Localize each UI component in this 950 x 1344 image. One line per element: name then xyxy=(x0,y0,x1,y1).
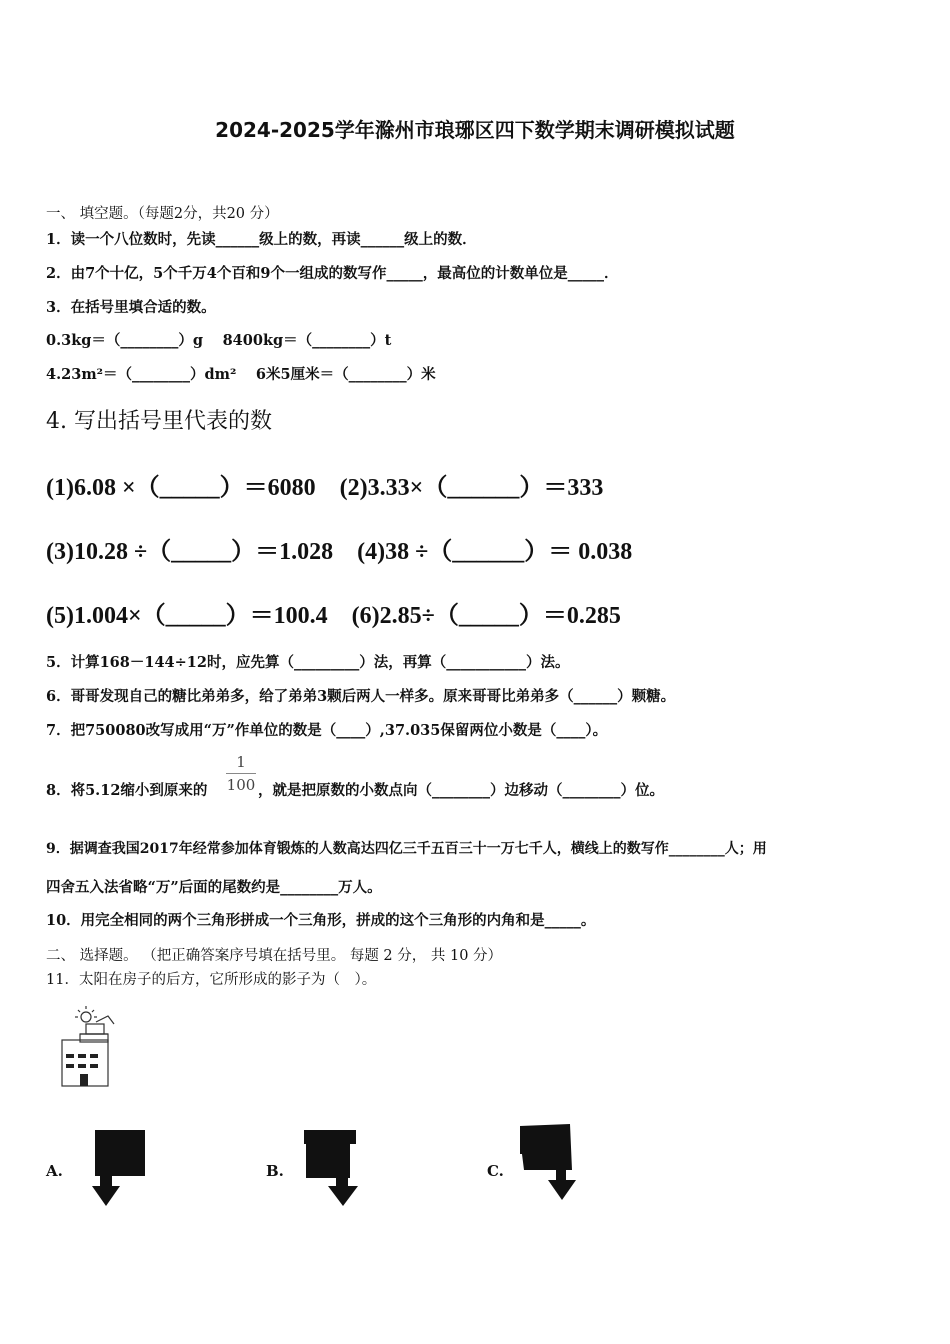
section-1-heading: 一、 填空题。（每题2分，共20 分） xyxy=(46,206,279,222)
option-c-label: C. xyxy=(487,1162,504,1180)
question-5: 5．计算168－144÷12时，应先算（_________）法，再算（___________）法。 xyxy=(46,654,570,671)
option-c-shadow-arrow-icon xyxy=(518,1124,576,1202)
question-3-line-2: 4.23m²＝（________）dm² 6米5厘米＝（________）米 xyxy=(46,366,436,383)
fraction-denominator: 100 xyxy=(226,776,256,794)
fraction-one-hundredth xyxy=(224,752,258,795)
question-3: 3．在括号里填合适的数。 xyxy=(46,299,216,316)
question-10: 10．用完全相同的两个三角形拼成一个三角形，拼成的这个三角形的内角和是_____。 xyxy=(46,912,596,929)
question-2: 2．由7个十亿，5个千万4个百和9个一组成的数写作_____，最高位的计数单位是_____． xyxy=(46,265,619,282)
page-title: 2024-2025学年滁州市琅琊区四下数学期末调研模拟试题 xyxy=(215,118,735,142)
fraction-bar xyxy=(226,773,256,774)
option-b-label: B. xyxy=(266,1162,284,1180)
option-a-label: A. xyxy=(46,1162,63,1180)
question-1: 1．读一个八位数时，先读______级上的数，再读______级上的数． xyxy=(46,231,477,248)
question-4-row-2: (3)10.28 ÷（_____）＝1.028 (4)38 ÷（______）＝ 0.038 xyxy=(46,539,633,565)
question-8-end: ，就是把原数的小数点向（________）边移动（________）位。 xyxy=(258,782,664,799)
option-b-shadow-arrow-icon xyxy=(302,1130,360,1208)
question-3-line-1: 0.3kg＝（________）g 8400kg＝（________）t xyxy=(46,332,392,349)
section-2-heading: 二、 选择题。 （把正确答案序号填在括号里。 每题 2 分， 共 10 分） xyxy=(46,948,503,964)
fraction-numerator: 1 xyxy=(236,753,246,771)
question-4-row-1: (1)6.08 ×（_____）＝6080 (2)3.33×（______）＝333 xyxy=(46,475,604,501)
question-6: 6．哥哥发现自己的糖比弟弟多，给了弟弟3颗后两人一样多。原来哥哥比弟弟多（______）颗糖。 xyxy=(46,688,676,705)
house-with-sun-illustration xyxy=(56,1004,118,1090)
question-9-line-1: 9．据调查我国2017年经常参加体育锻炼的人数高达四亿三千五百三十一万七千人，横线上的数写作________人；用 xyxy=(46,841,767,857)
question-7: 7．把750080改写成用“万”作单位的数是（____）,37.035保留两位小数是（____）。 xyxy=(46,722,608,739)
question-8-start: 8．将5.12缩小到原来的 xyxy=(46,782,208,799)
option-a-shadow-arrow-icon xyxy=(92,1130,148,1208)
question-11: 11．太阳在房子的后方，它所形成的影子为（ ）。 xyxy=(46,972,377,988)
question-4-row-3: (5)1.004×（_____）＝100.4 (6)2.85÷（_____）＝0.285 xyxy=(46,603,621,629)
question-4-title: 4. 写出括号里代表的数 xyxy=(46,409,272,434)
question-9-line-2: 四舍五入法省略“万”后面的尾数约是________万人。 xyxy=(46,879,382,896)
